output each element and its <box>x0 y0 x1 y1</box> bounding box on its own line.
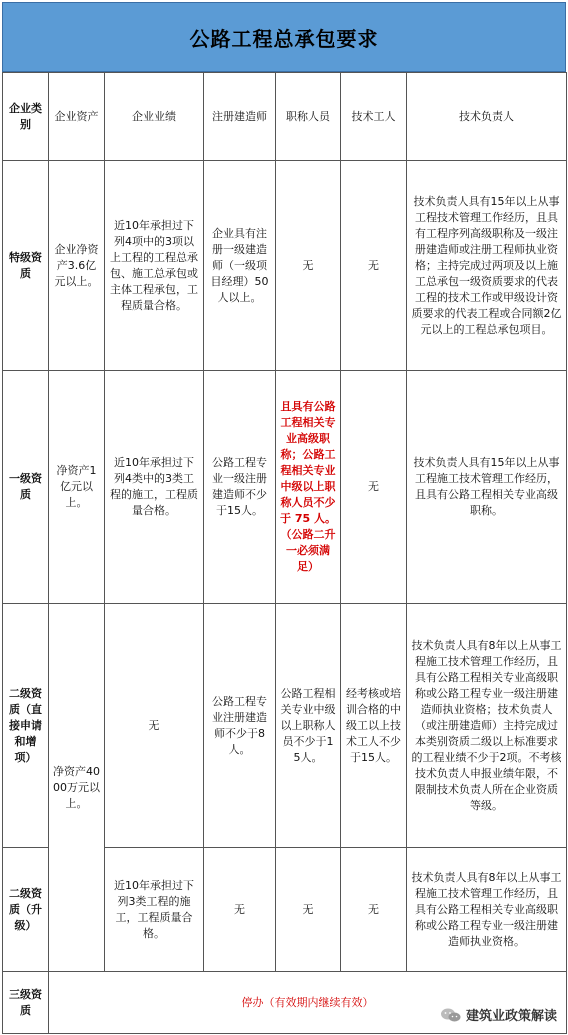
header-category: 企业类别 <box>3 73 49 161</box>
second-direct-performance: 无 <box>105 604 204 848</box>
second-upgrade-category: 二级资质（升级） <box>3 848 49 972</box>
first-performance: 近10年承担过下列4类中的3类工程的施工，工程质量合格。 <box>105 371 204 604</box>
header-performance: 企业业绩 <box>105 73 204 161</box>
watermark <box>437 1004 560 1025</box>
second-upgrade-tech-lead: 技术负责人具有8年以上从事工程施工技术管理工作经历，且具有公路工程相关专业高级职称或公路工程专业一级注册建造师执业资格。 <box>407 848 567 972</box>
special-builders: 企业具有注册一级建造师（一级项目经理）50人以上。 <box>204 161 276 371</box>
second-upgrade-builders: 无 <box>204 848 276 972</box>
third-category: 三级资质 <box>3 972 49 1034</box>
requirements-table <box>2 72 567 1034</box>
special-tech-lead: 技术负责人具有15年以上从事工程技术管理工作经历，且具有工程序列高级职称及一级注册建造师或注册工程师执业资格；主持完成过两项及以上施工总承包一级资质要求的代表工程的技术工作或甲级设计资质要求的代表工程或合同额2亿元以上的工程总承包项目。 <box>407 161 567 371</box>
row-second-direct <box>3 604 567 848</box>
header-builders: 注册建造师 <box>204 73 276 161</box>
special-workers: 无 <box>341 161 407 371</box>
title-bar <box>2 2 566 72</box>
wechat-icon <box>440 1007 462 1023</box>
first-category: 一级资质 <box>3 371 49 604</box>
header-workers: 技术工人 <box>341 73 407 161</box>
page-title: 公路工程总承包要求 <box>189 26 379 51</box>
first-assets: 净资产1亿元以上。 <box>49 371 105 604</box>
first-builders: 公路工程专业一级注册建造师不少于15人。 <box>204 371 276 604</box>
header-tech-lead: 技术负责人 <box>407 73 567 161</box>
row-special <box>3 161 567 371</box>
first-workers: 无 <box>341 371 407 604</box>
second-upgrade-performance: 近10年承担过下列3类工程的施工，工程质量合格。 <box>105 848 204 972</box>
third-note: 停办（有效期内继续有效） <box>49 972 567 1034</box>
header-assets: 企业资产 <box>49 73 105 161</box>
special-assets: 企业净资产3.6亿元以上。 <box>49 161 105 371</box>
special-category: 特级资质 <box>3 161 49 371</box>
second-direct-builders: 公路工程专业注册建造师不少于8人。 <box>204 604 276 848</box>
second-direct-tech-lead: 技术负责人具有8年以上从事工程施工技术管理工作经历，且具有公路工程相关专业高级职称或公路工程专业一级注册建造师执业资格；技术负责人（或注册建造师）主持完成过本类别资质二级以上标准要求的工程业绩不少于2项。不考核技术负责人申报业绩年限，不限制技术负责人所在企业资质等级。 <box>407 604 567 848</box>
row-first <box>3 371 567 604</box>
second-upgrade-workers: 无 <box>341 848 407 972</box>
second-assets: 净资产4000万元以上。 <box>49 604 105 972</box>
second-direct-titled: 公路工程相关专业中级以上职称人员不少于15人。 <box>276 604 341 848</box>
second-direct-workers: 经考核或培训合格的中级工以上技术工人不少于15人。 <box>341 604 407 848</box>
watermark-text: 建筑业政策解读 <box>465 1009 557 1024</box>
second-upgrade-titled: 无 <box>276 848 341 972</box>
header-row <box>3 73 567 161</box>
second-direct-category: 二级资质（直接申请和增项） <box>3 604 49 848</box>
special-titled: 无 <box>276 161 341 371</box>
first-tech-lead: 技术负责人具有15年以上从事工程施工技术管理工作经历，且具有公路工程相关专业高级职称。 <box>407 371 567 604</box>
header-titled: 职称人员 <box>276 73 341 161</box>
special-performance: 近10年承担过下列4项中的3项以上工程的工程总承包、施工总承包或主体工程承包，工程质量合格。 <box>105 161 204 371</box>
first-titled: 且具有公路工程相关专业高级职称；公路工程相关专业中级以上职称人员不少于 75 人。（公路二升一必须满足） <box>276 371 341 604</box>
